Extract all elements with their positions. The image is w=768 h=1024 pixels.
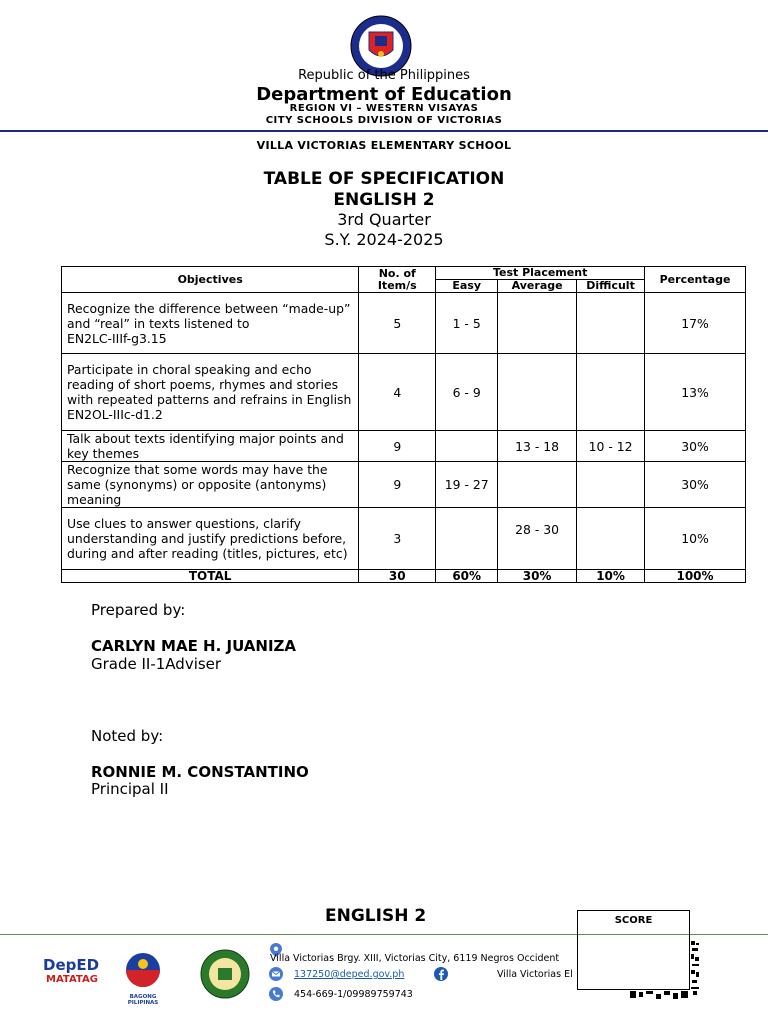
bagong-pilipinas-text: BAGONG PILIPINAS bbox=[127, 994, 159, 1006]
doc-quarter: 3rd Quarter bbox=[337, 210, 431, 229]
header-easy: Easy bbox=[436, 280, 498, 293]
easy-cell: 19 - 27 bbox=[436, 462, 498, 508]
items-cell: 9 bbox=[359, 462, 436, 508]
average-cell: 28 - 30 bbox=[498, 508, 577, 570]
school-seal-icon bbox=[199, 948, 251, 1000]
division-line: CITY SCHOOLS DIVISION OF VICTORIAS bbox=[265, 115, 503, 126]
objective-cell: Recognize the difference between “made-up” and “real” in texts listened to EN2LC-IIIf-g3.15 bbox=[62, 293, 359, 354]
footer-email-link[interactable]: 137250@deped.gov.ph bbox=[294, 969, 405, 980]
items-cell: 4 bbox=[359, 354, 436, 431]
difficult-cell bbox=[577, 508, 645, 570]
noted-name: RONNIE M. CONSTANTINO bbox=[91, 763, 309, 781]
table-row bbox=[62, 508, 746, 570]
footer-facebook-page: Villa Victorias El bbox=[497, 969, 573, 980]
region-line: REGION VI – WESTERN VISAYAS bbox=[289, 103, 479, 114]
percentage-cell: 10% bbox=[645, 508, 746, 570]
noted-role: Principal II bbox=[91, 780, 169, 798]
average-cell bbox=[498, 293, 577, 354]
qr-code-icon bbox=[690, 940, 700, 996]
total-percentage: 100% bbox=[645, 570, 746, 583]
items-cell: 5 bbox=[359, 293, 436, 354]
header-percentage: Percentage bbox=[645, 267, 746, 293]
total-easy: 60% bbox=[436, 570, 498, 583]
percentage-cell: 30% bbox=[645, 462, 746, 508]
score-label: SCORE bbox=[614, 915, 653, 926]
difficult-cell bbox=[577, 293, 645, 354]
objective-cell: Participate in choral speaking and echo reading of short poems, rhymes and stories with repeated patterns and refrains in English EN2OL-IIIc-d1.2 bbox=[62, 354, 359, 431]
table-row bbox=[62, 293, 746, 354]
table-row bbox=[62, 354, 746, 431]
header-items: No. of Item/s bbox=[359, 267, 436, 293]
easy-cell: 1 - 5 bbox=[436, 293, 498, 354]
difficult-cell bbox=[577, 354, 645, 431]
footer-subject: ENGLISH 2 bbox=[325, 906, 427, 926]
matatag-logo-text: MATATAG bbox=[46, 974, 98, 985]
percentage-cell: 13% bbox=[645, 354, 746, 431]
department-line: Department of Education bbox=[256, 84, 512, 105]
noted-label: Noted by: bbox=[91, 727, 164, 745]
difficult-cell bbox=[577, 462, 645, 508]
doc-school-year: S.Y. 2024-2025 bbox=[324, 230, 444, 249]
doc-subject: ENGLISH 2 bbox=[333, 190, 435, 210]
specification-table bbox=[61, 266, 746, 583]
total-row bbox=[62, 570, 746, 583]
easy-cell bbox=[436, 431, 498, 462]
footer-address: Villa Victorias Brgy. XIII, Victorias City, 6119 Negros Occident bbox=[270, 953, 560, 964]
total-items: 30 bbox=[359, 570, 436, 583]
bagong-pilipinas-logo bbox=[114, 950, 172, 1006]
header-average: Average bbox=[498, 280, 577, 293]
percentage-cell: 17% bbox=[645, 293, 746, 354]
objective-cell: Talk about texts identifying major points and key themes bbox=[62, 431, 359, 462]
easy-cell: 6 - 9 bbox=[436, 354, 498, 431]
difficult-cell: 10 - 12 bbox=[577, 431, 645, 462]
facebook-icon[interactable] bbox=[434, 967, 448, 981]
header-objectives: Objectives bbox=[62, 267, 359, 293]
easy-cell bbox=[436, 508, 498, 570]
footer-phone: 454-669-1/09989759743 bbox=[294, 989, 413, 1000]
prepared-label: Prepared by: bbox=[91, 601, 186, 619]
table-row bbox=[62, 431, 746, 462]
qr-code-strip-icon bbox=[630, 990, 690, 1000]
email-icon bbox=[269, 967, 283, 981]
phone-icon bbox=[269, 987, 283, 1001]
header-placement: Test Placement bbox=[436, 267, 645, 280]
objective-cell: Use clues to answer questions, clarify understanding and justify predictions before, during and after reading (titles, pictures, etc) bbox=[62, 508, 359, 570]
total-average: 30% bbox=[498, 570, 577, 583]
table-row bbox=[62, 462, 746, 508]
percentage-cell: 30% bbox=[645, 431, 746, 462]
deped-logo-text: DepED bbox=[43, 956, 100, 974]
objective-cell: Recognize that some words may have the same (synonyms) or opposite (antonyms) meaning bbox=[62, 462, 359, 508]
republic-line: Republic of the Philippines bbox=[298, 68, 470, 83]
score-box bbox=[577, 910, 690, 990]
total-label: TOTAL bbox=[62, 570, 359, 583]
average-cell bbox=[498, 462, 577, 508]
prepared-name: CARLYN MAE H. JUANIZA bbox=[91, 637, 297, 655]
header-rule bbox=[0, 130, 768, 132]
items-cell: 9 bbox=[359, 431, 436, 462]
deped-matatag-logo bbox=[43, 956, 103, 998]
prepared-role: Grade II-1Adviser bbox=[91, 655, 222, 673]
header-difficult: Difficult bbox=[577, 280, 645, 293]
average-cell: 13 - 18 bbox=[498, 431, 577, 462]
items-cell: 3 bbox=[359, 508, 436, 570]
bagong-pilipinas-icon bbox=[114, 950, 172, 990]
doc-title: TABLE OF SPECIFICATION bbox=[263, 169, 505, 189]
total-difficult: 10% bbox=[577, 570, 645, 583]
school-name: VILLA VICTORIAS ELEMENTARY SCHOOL bbox=[256, 139, 512, 152]
average-cell bbox=[498, 354, 577, 431]
